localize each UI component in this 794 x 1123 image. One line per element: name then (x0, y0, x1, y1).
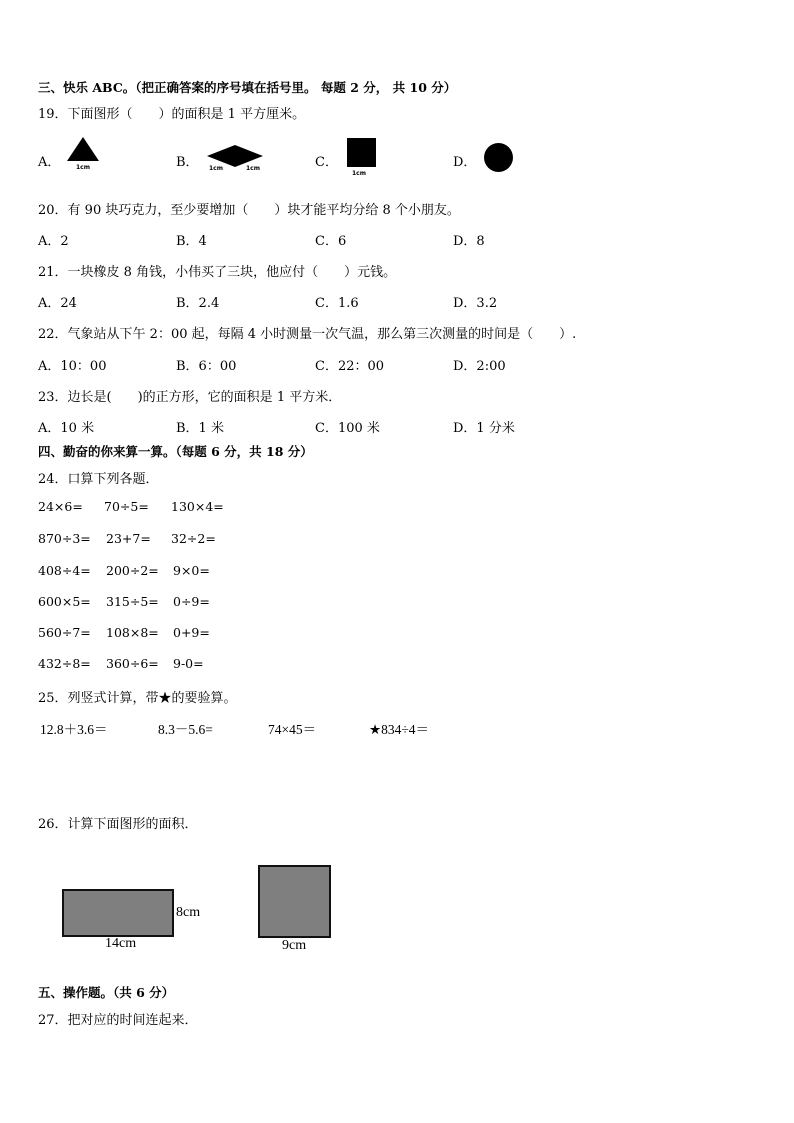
q20-option-b: B．4 (176, 234, 207, 249)
rhombus-caption-left: 1cm (209, 165, 223, 172)
q22-option-c: C．22：00 (315, 359, 385, 374)
mental-math-item: 0÷9= (173, 594, 210, 609)
question-24-stem: 24．口算下列各题． (38, 472, 159, 487)
q20-option-d: D．8 (453, 234, 485, 249)
q21-option-d: D．3.2 (453, 296, 498, 311)
triangle-figure (66, 136, 100, 162)
q22-option-b: B．6：00 (176, 359, 237, 374)
mental-math-item: 23+7= (106, 531, 151, 546)
mental-math-item: 130×4= (171, 499, 224, 514)
q23-option-d: D．1 分米 (453, 421, 515, 436)
q23-option-b: B．1 米 (176, 421, 224, 436)
mental-math-item: 600×5= (38, 594, 91, 609)
mental-math-item: 560÷7= (38, 625, 91, 640)
vertical-calc-item: ★834÷4＝ (369, 722, 430, 737)
mental-math-item: 408÷4= (38, 563, 91, 578)
square-caption: 1cm (352, 170, 366, 177)
section-3-title: 三、快乐 ABC。（把正确答案的序号填在括号里。 每题 2 分， 共 10 分） (38, 80, 457, 95)
vertical-calc-item: 12.8＋3.6＝ (40, 722, 108, 737)
q20-option-c: C．6 (315, 234, 347, 249)
section-4-title: 四、勤奋的你来算一算。（每题 6 分，共 18 分） (38, 444, 313, 459)
mental-math-item: 32÷2= (171, 531, 216, 546)
square-figure (347, 138, 376, 167)
mental-math-item: 200÷2= (106, 563, 159, 578)
question-26-stem: 26．计算下面图形的面积． (38, 817, 198, 832)
q19-option-c-label: C． (315, 155, 338, 170)
q19-option-d-label: D． (453, 155, 477, 170)
rectangle-height-label: 8cm (176, 905, 201, 920)
mental-math-item: 315÷5= (106, 594, 159, 609)
q20-option-a: A．2 (38, 234, 69, 249)
section-5-title: 五、操作题。（共 6 分） (38, 985, 175, 1000)
square-shape-figure (258, 865, 331, 938)
circle-figure (484, 143, 513, 172)
q19-option-a-label: A． (38, 155, 61, 170)
mental-math-item: 9-0= (173, 656, 204, 671)
q23-option-c: C．100 米 (315, 421, 380, 436)
rectangle-width-label: 14cm (105, 936, 137, 951)
question-21-stem: 21．一块橡皮 8 角钱，小伟买了三块，他应付（ ）元钱。 (38, 265, 397, 280)
mental-math-item: 870÷3= (38, 531, 91, 546)
mental-math-item: 24×6= (38, 499, 83, 514)
q23-option-a: A．10 米 (38, 421, 95, 436)
mental-math-item: 360÷6= (106, 656, 159, 671)
question-19-stem: 19．下面图形（ ）的面积是 1 平方厘米。 (38, 107, 306, 122)
mental-math-item: 108×8= (106, 625, 159, 640)
question-20-stem: 20．有 90 块巧克力，至少要增加（ ）块才能平均分给 8 个小朋友。 (38, 203, 460, 218)
square-side-label: 9cm (282, 938, 307, 953)
question-23-stem: 23．边长是( )的正方形，它的面积是 1 平方米． (38, 390, 342, 405)
mental-math-item: 0+9= (173, 625, 210, 640)
q22-option-a: A．10：00 (38, 359, 107, 374)
triangle-caption: 1cm (76, 164, 90, 171)
q21-option-a: A．24 (38, 296, 77, 311)
mental-math-item: 432÷8= (38, 656, 91, 671)
q22-option-d: D．2:00 (453, 359, 506, 374)
question-27-stem: 27．把对应的时间连起来． (38, 1013, 198, 1028)
q19-option-b-label: B． (176, 155, 199, 170)
rectangle-figure (62, 889, 174, 937)
vertical-calc-item: 8.3－5.6= (158, 722, 213, 737)
mental-math-item: 70÷5= (104, 499, 149, 514)
rhombus-caption-right: 1cm (246, 165, 260, 172)
mental-math-item: 9×0= (173, 563, 210, 578)
vertical-calc-item: 74×45＝ (268, 722, 317, 737)
q21-option-c: C．1.6 (315, 296, 359, 311)
q21-option-b: B．2.4 (176, 296, 220, 311)
question-25-stem: 25．列竖式计算，带★的要验算。 (38, 691, 237, 706)
question-22-stem: 22．气象站从下午 2：00 起，每隔 4 小时测量一次气温，那么第三次测量的时间是（ ）. (38, 327, 577, 342)
